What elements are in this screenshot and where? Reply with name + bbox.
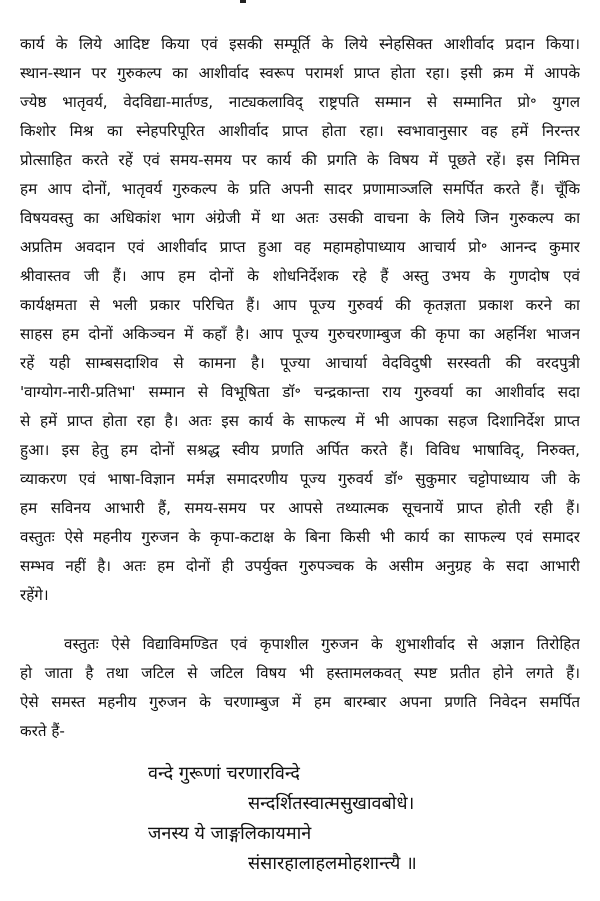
text-line: हो जाता है तथा जटिल से जटिल विषय भी हस्तामलकवत् स्पष्ट प्रतीत होने लगते हैं।	[20, 664, 580, 682]
text-line: सम्भव नहीं है। अतः हम दोनों ही उपर्युक्त गुरुपञ्चक के असीम अनुग्रह के सदा आभारी	[20, 557, 580, 575]
text-line: कार्य के लिये आदिष्ट किया एवं इसकी सम्पूर्ति के लिये स्नेहसिक्त आशीर्वाद प्रदान किया।	[20, 35, 580, 53]
text-line: रहें यही साम्बसदाशिव से कामना है। पूज्या आचार्या वेदविदुषी सरस्वती की वरदपुत्री	[20, 354, 580, 372]
text-line: व्याकरण एवं भाषा-विज्ञान मर्मज्ञ समादरणीय पूज्य गुरुवर्य डॉ॰ सुकुमार चट्टोपाध्याय जी के	[20, 470, 580, 488]
text-line: रहेंगे।	[20, 586, 49, 604]
text-line: हम आप दोनों, भातृवर्य गुरुकल्प के प्रति अपनी सादर प्रणामाञ्जलि समर्पित करते हैं। चूँकि	[20, 180, 580, 198]
verse-line: वन्दे गुरूणां चरणारविन्दे	[148, 763, 300, 784]
text-line: किशोर मिश्र का स्नेहपरिपूरित आशीर्वाद प्राप्त होता रहा। स्वभावानुसार वह हमें निरन्तर	[20, 122, 580, 140]
verse-line: संसारहालाहलमोहशान्त्यै ॥	[248, 853, 417, 874]
verse-line: जनस्य ये जाङ्गलिकायमाने	[148, 823, 312, 844]
acknowledgement-paragraph-2	[20, 630, 580, 746]
text-line: से हमें प्राप्त होता रहा है। अतः इस कार्य के साफल्य में भी आपका सहज दिशानिर्देश प्राप्त	[20, 412, 580, 430]
text-line: अप्रतिम अवदान एवं आशीर्वाद प्राप्त हुआ वह महामहोपाध्याय आचार्य प्रो॰ आनन्द कुमार	[20, 238, 580, 256]
text-line: वस्तुतः ऐसे विद्याविमण्डित एवं कृपाशील गुरुजन के शुभाशीर्वाद से अज्ञान तिरोहित	[64, 635, 580, 653]
text-line: हम सविनय आभारी हैं, समय-समय पर आपसे तथ्यात्मक सूचनायें प्राप्त होती रही हैं।	[20, 499, 580, 517]
sanskrit-verse	[0, 759, 600, 879]
text-line: स्थान-स्थान पर गुरुकल्प का आशीर्वाद स्वरूप परामर्श प्राप्त होता रहा। इसी क्रम में आपके	[20, 64, 580, 82]
text-line: विषयवस्तु का अधिकांश भाग अंग्रेजी में था अतः उसकी वाचना के लिये जिन गुरुकल्प का	[20, 209, 580, 227]
top-edge-mark	[240, 0, 246, 3]
text-line: 'वाग्योग-नारी-प्रतिभा' सम्मान से विभूषिता डॉ॰ चन्द्रकान्ता राय गुरुवर्या का आशीर्वाद सदा	[20, 383, 580, 401]
text-line: साहस हम दोनों अकिञ्चन में कहाँ है। आप पूज्य गुरुचरणाम्बुज की कृपा का अहर्निश भाजन	[20, 325, 580, 343]
text-line: कार्यक्षमता से भली प्रकार परिचित हैं। आप पूज्य गुरुवर्य की कृतज्ञता प्रकाश करने का	[20, 296, 580, 314]
text-line: वस्तुतः ऐसे महनीय गुरुजन के कृपा-कटाक्ष के बिना किसी भी कार्य का साफल्य एवं समादर	[20, 528, 580, 546]
text-line: ज्येष्ठ भातृवर्य, वेदविद्या-मार्तण्ड, नाट्यकलाविद् राष्ट्रपति सम्मान से सम्मानित प्रो॰ युगल	[20, 93, 580, 111]
text-line: ऐसे समस्त महनीय गुरुजन के चरणाम्बुज में हम बारम्बार अपना प्रणति निवेदन समर्पित	[20, 693, 580, 711]
text-line: श्रीवास्तव जी हैं। आप हम दोनों के शोधनिर्देशक रहे हैं अस्तु उभय के गुणदोष एवं	[20, 267, 580, 285]
text-line: प्रोत्साहित करते रहें एवं समय-समय पर कार्य की प्रगति के विषय में पूछते रहें। इस निमित्त	[20, 151, 580, 169]
verse-line: सन्दर्शितस्वात्मसुखावबोधे।	[248, 793, 415, 814]
text-line: करते हैं-	[20, 722, 65, 740]
text-line: हुआ। इस हेतु हम दोनों सश्रद्ध स्वीय प्रणति अर्पित करते हैं। विविध भाषाविद्, निरुक्त,	[20, 441, 580, 459]
acknowledgement-paragraph-1	[20, 30, 580, 610]
